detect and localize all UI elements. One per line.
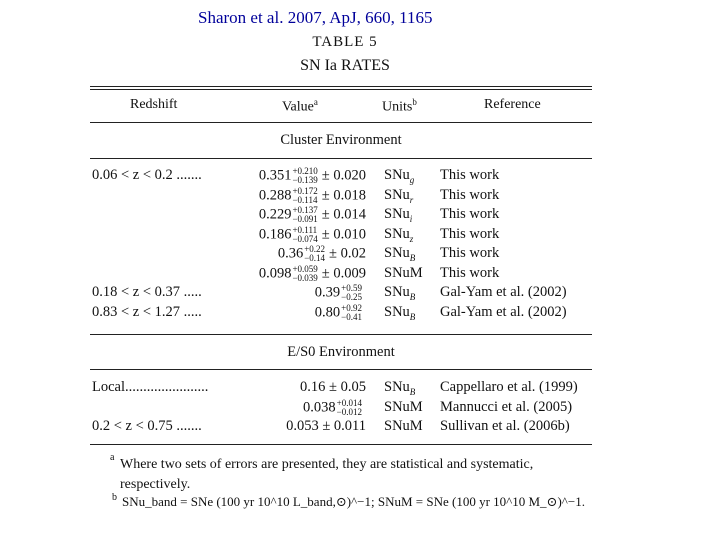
cell-unit: SNuM	[384, 264, 423, 281]
cell-value: 0.098 +0.059 −0.039 ± 0.009	[258, 263, 366, 283]
table-title: SN Ia RATES	[300, 57, 390, 74]
cell-value: 0.16 ± 0.05	[300, 379, 366, 395]
header-redshift: Redshift	[130, 97, 178, 112]
note-a-mark: a	[110, 452, 115, 463]
table-row	[0, 418, 720, 438]
table-row	[0, 265, 720, 285]
cell-value: 0.80 +0.92 −0.41	[314, 302, 362, 322]
cell-unit: SNuM	[384, 418, 423, 434]
table-row	[0, 226, 720, 246]
citation-link: Sharon et al. 2007, ApJ, 660, 1165	[198, 8, 433, 27]
table-row	[0, 206, 720, 226]
table-row	[0, 304, 720, 324]
cell-value: 0.053 ± 0.011	[286, 418, 366, 434]
table-row	[0, 167, 720, 187]
note-b-text: SNu_band = SNe (100 yr 10^10 L_band,⊙)^−1; SNuM = SNe (100 yr 10^10 M_⊙)^−1.	[122, 494, 585, 509]
cell-unit: SNu$_B$	[384, 379, 416, 397]
cell-reference: Sullivan et al. (2006b)	[440, 418, 570, 434]
cell-reference: This work	[440, 225, 500, 242]
header-value: Value$^a$	[282, 97, 318, 115]
top-rule-double	[90, 89, 592, 90]
cell-value: 0.229 +0.137 −0.091 ± 0.014	[258, 205, 366, 224]
cell-unit: SNu$_i$	[384, 206, 413, 224]
cell-unit: SNu$_B$	[384, 245, 416, 263]
table-row	[0, 284, 720, 304]
cell-value: 0.288 +0.172 −0.114 ± 0.018	[258, 185, 366, 205]
cell-value: 0.186 +0.111 −0.074 ± 0.010	[258, 224, 366, 244]
cell-value: 0.038 +0.014 −0.012	[303, 397, 362, 417]
cell-reference: This work	[440, 186, 500, 203]
table-row	[0, 399, 720, 419]
table-row	[0, 187, 720, 207]
cell-unit: SNu$_r$	[384, 186, 414, 205]
section-rule-es0	[90, 369, 592, 370]
cell-reference: Gal-Yam et al. (2002)	[440, 303, 567, 320]
table-row	[0, 245, 720, 265]
bottom-rule	[90, 444, 592, 445]
cell-redshift: 0.18 < z < 0.37 .....	[92, 284, 202, 300]
cell-value: 0.39 +0.59 −0.25	[314, 283, 362, 302]
cell-value: 0.36 +0.22 −0.14 ± 0.02	[277, 244, 366, 263]
cell-redshift: Local.......................	[92, 379, 209, 395]
cell-reference: This work	[440, 245, 500, 261]
section-title-cluster: Cluster Environment	[280, 132, 402, 148]
header-reference: Reference	[484, 97, 541, 112]
section-separator	[90, 334, 592, 335]
cell-reference: Cappellaro et al. (1999)	[440, 379, 578, 395]
note-b-mark: b	[112, 492, 117, 503]
section-title-es0: E/S0 Environment	[287, 344, 395, 360]
table-number: TABLE 5	[312, 34, 378, 50]
cell-unit: SNu$_z$	[384, 225, 414, 244]
top-rule	[90, 86, 592, 87]
cell-reference: This work	[440, 206, 500, 222]
section-rule-cluster	[90, 158, 592, 159]
cell-reference: Mannucci et al. (2005)	[440, 398, 573, 415]
header-units: Units$^b$	[382, 97, 417, 115]
note-a-text: Where two sets of errors are presented, they are statistical and systematic, respectively.	[120, 457, 534, 492]
cell-unit: SNu$_B$	[384, 284, 416, 302]
cell-unit: SNuM	[384, 398, 423, 415]
cell-reference: Gal-Yam et al. (2002)	[440, 284, 567, 300]
cell-unit: SNu$_g$	[384, 167, 415, 185]
cell-redshift: 0.2 < z < 0.75 .......	[92, 418, 202, 434]
cell-redshift: 0.06 < z < 0.2 .......	[92, 167, 202, 183]
cell-reference: This work	[440, 264, 500, 281]
cell-unit: SNu$_B$	[384, 303, 416, 322]
cell-redshift: 0.83 < z < 1.27 .....	[92, 303, 202, 320]
cell-reference: This work	[440, 167, 500, 183]
table-row	[0, 379, 720, 399]
header-rule	[90, 122, 592, 123]
cell-value: 0.351 +0.210 −0.139 ± 0.020	[258, 166, 366, 185]
